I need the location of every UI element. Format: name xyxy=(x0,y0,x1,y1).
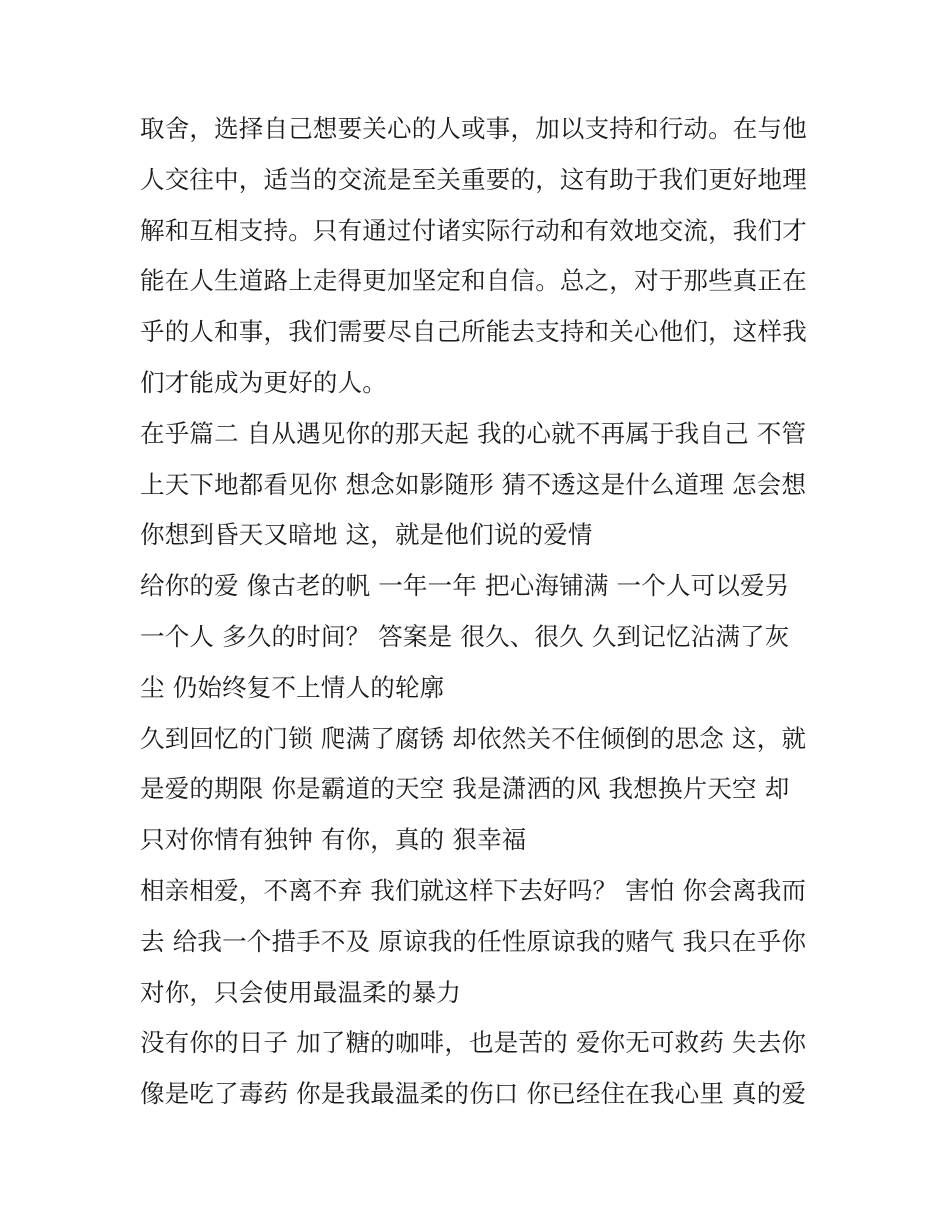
text-line: 你想到昏天又暗地 这，就是他们说的爱情 xyxy=(140,520,593,550)
document-body xyxy=(140,104,820,1120)
text-line: 对你，只会使用最温柔的暴力 xyxy=(140,977,462,1007)
text-line: 取舍，选择自己想要关心的人或事，加以支持和行动。在与他 xyxy=(140,114,807,143)
text-line: 能在人生道路上走得更加坚定和自信。总之，对于那些真正在 xyxy=(140,266,807,296)
text-line: 相亲相爱，不离不弃 我们就这样下去好吗？ 害怕 你会离我而 xyxy=(140,875,807,905)
text-line: 乎的人和事，我们需要尽自己所能去支持和关心他们，这样我 xyxy=(140,317,807,347)
text-line: 上天下地都看见你 想念如影随形 猜不透这是什么道理 怎会想 xyxy=(140,469,807,499)
text-line: 尘 仍始终复不上情人的轮廓 xyxy=(140,672,445,702)
text-line: 是爱的期限 你是霸道的天空 我是潇洒的风 我想换片天空 却 xyxy=(140,774,790,804)
text-line: 像是吃了毒药 你是我最温柔的伤口 你已经住在我心里 真的爱 xyxy=(140,1079,807,1109)
text-line: 人交往中，适当的交流是至关重要的，这有助于我们更好地理 xyxy=(140,164,807,194)
text-line: 解和互相支持。只有通过付诸实际行动和有效地交流，我们才 xyxy=(140,215,807,245)
text-line: 只对你情有独钟 有你，真的 狠幸福 xyxy=(140,825,527,855)
text-line: 没有你的日子 加了糖的咖啡，也是苦的 爱你无可救药 失去你 xyxy=(140,1028,807,1058)
text-line: 给你的爱 像古老的帆 一年一年 把心海铺满 一个人可以爱另 xyxy=(140,571,790,601)
text-line: 去 给我一个措手不及 原谅我的任性原谅我的赌气 我只在乎你 xyxy=(140,926,807,956)
text-line: 久到回忆的门锁 爬满了腐锈 却依然关不住倾倒的思念 这，就 xyxy=(140,723,807,753)
text-line: 一个人 多久的时间？ 答案是 很久、很久 久到记忆沾满了灰 xyxy=(140,621,790,651)
section-heading-line: 在乎篇二 自从遇见你的那天起 我的心就不再属于我自己 不管 xyxy=(140,418,807,448)
text-line: 们才能成为更好的人。 xyxy=(140,367,387,397)
